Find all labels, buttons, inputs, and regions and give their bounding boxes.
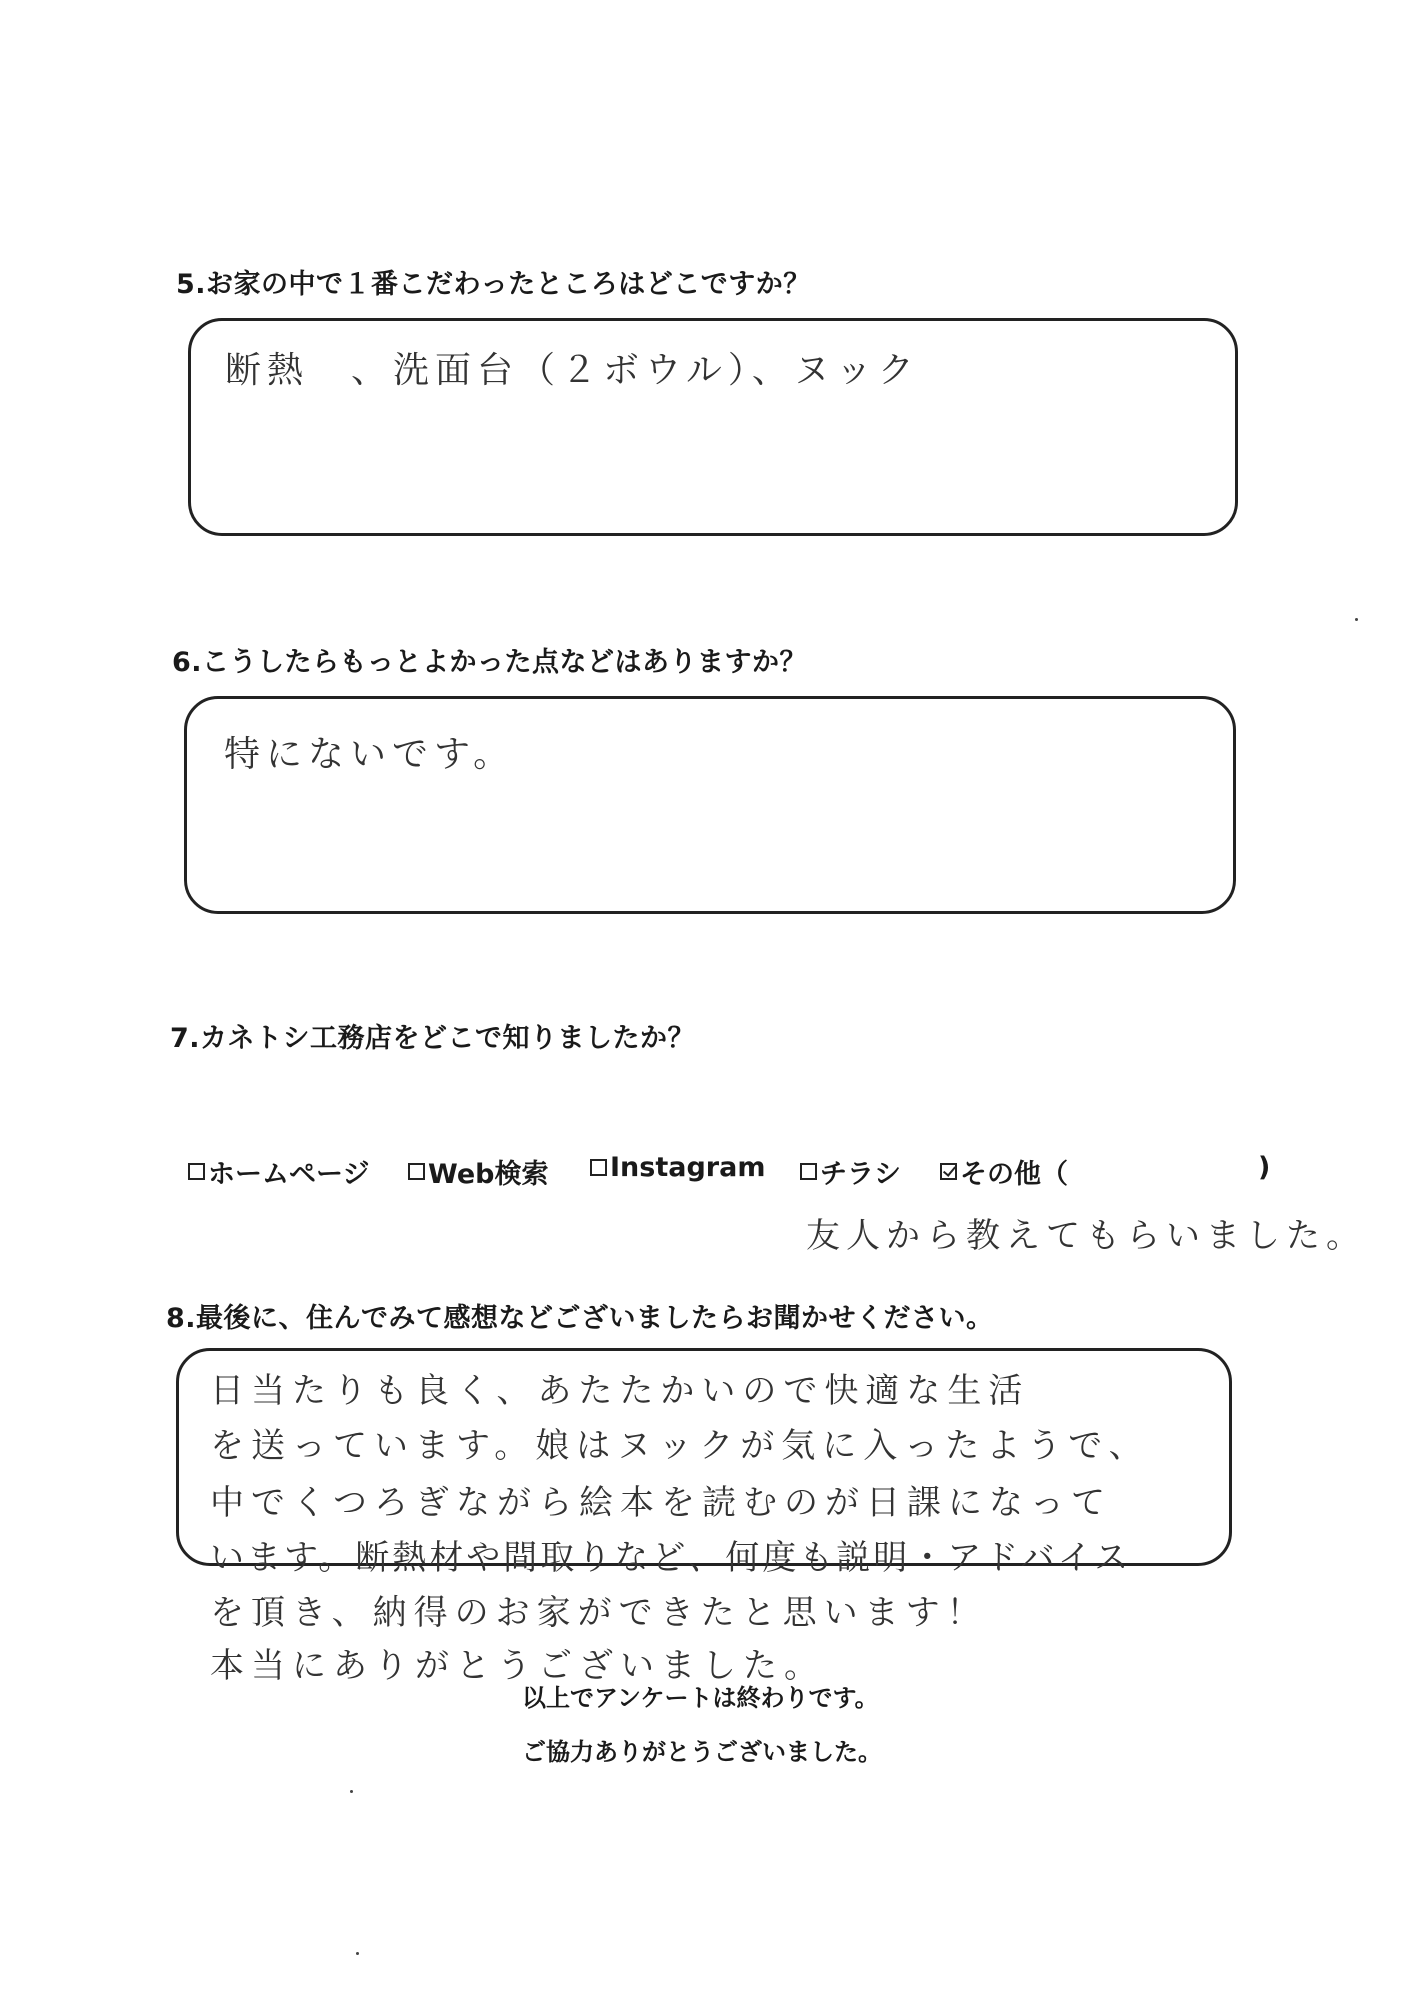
option-web-search[interactable]	[408, 1152, 548, 1191]
q5-answer-text: 断熱 、洗面台（２ボウル）、ヌック	[225, 350, 920, 391]
option-homepage-label: ホームページ	[208, 1159, 370, 1190]
q8-answer-line-1: 日当たりも良く、あたたかいので快適な生活	[210, 1371, 1030, 1411]
scan-speck	[350, 1790, 353, 1793]
q7-question: 7.カネトシ工務店をどこで知りましたか？	[170, 1023, 696, 1054]
q6-question: 6.こうしたらもっとよかった点などはありますか？	[172, 647, 808, 678]
closing-line-1: 以上でアンケートは終わりです。	[522, 1684, 879, 1712]
option-homepage[interactable]	[188, 1152, 369, 1191]
option-other-close-paren: )	[1258, 1152, 1271, 1183]
checkbox-instagram[interactable]	[590, 1159, 607, 1176]
option-flyer[interactable]	[800, 1152, 901, 1191]
checkbox-web-search[interactable]	[408, 1163, 425, 1180]
option-other-label: その他（	[960, 1159, 1068, 1190]
closing-line-2: ご協力ありがとうございました。	[522, 1738, 882, 1766]
option-other[interactable]	[940, 1152, 1068, 1191]
option-flyer-label: チラシ	[820, 1159, 901, 1190]
q8-answer-line-2: を送っています。娘はヌックが気に入ったようで、	[210, 1426, 1150, 1466]
option-instagram-label: Instagram	[610, 1152, 766, 1183]
q8-answer-line-6: 本当にありがとうございました。	[210, 1646, 825, 1686]
q8-answer-line-3: 中でくつろぎながら絵本を読むのが日課になって	[210, 1483, 1112, 1523]
q7-other-answer: 友人から教えてもらいました。	[806, 1216, 1366, 1256]
scan-speck	[356, 1952, 359, 1955]
checkbox-other[interactable]	[940, 1163, 957, 1180]
q5-question: 5.お家の中で１番こだわったところはどこですか？	[176, 269, 811, 300]
q8-question: 8.最後に、住んでみて感想などございましたらお聞かせください。	[166, 1303, 994, 1334]
scan-speck	[1355, 618, 1358, 621]
q8-answer-line-4: います。断熱材や間取りなど、何度も説明・アドバイス	[210, 1538, 1132, 1578]
q6-answer-text: 特にないです。	[224, 734, 516, 775]
option-web-search-label: Web検索	[428, 1159, 549, 1190]
q8-answer-line-5: を頂き、納得のお家ができたと思います！	[210, 1593, 988, 1633]
checkbox-flyer[interactable]	[800, 1163, 817, 1180]
checkbox-homepage[interactable]	[188, 1163, 205, 1180]
option-instagram[interactable]	[590, 1152, 765, 1183]
